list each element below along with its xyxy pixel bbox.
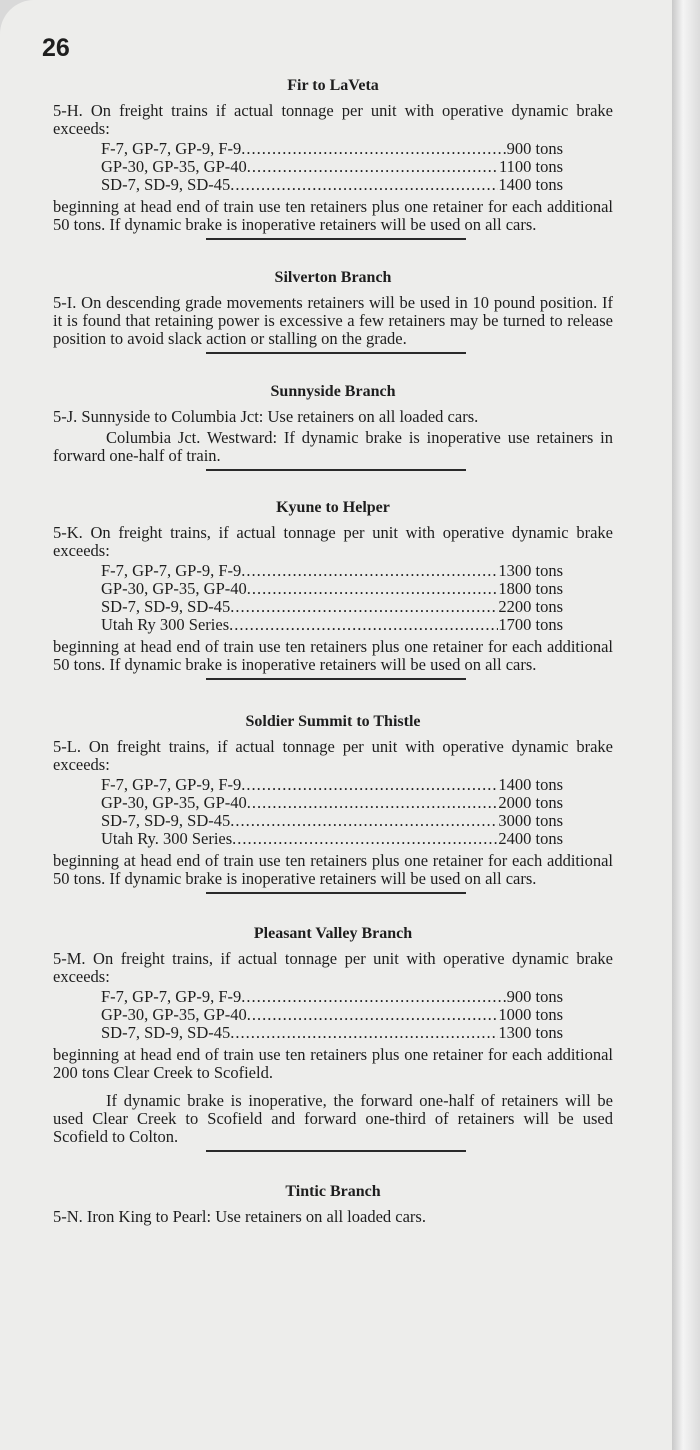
section-tintic-branch <box>53 1182 613 1226</box>
section-silverton-branch <box>53 268 613 354</box>
tonnage-table <box>101 776 563 848</box>
page-content <box>53 76 613 1226</box>
tonnage-row <box>101 776 563 794</box>
tonnage-row <box>101 812 563 830</box>
tonnage-limit: 1700 tons <box>498 615 563 634</box>
tonnage-table <box>101 562 563 634</box>
section-sunnyside-branch <box>53 382 613 471</box>
section-heading: Silverton Branch <box>274 269 392 286</box>
rule-paragraph: beginning at head end of train use ten retainers plus one retainer for each additional 50 tons. If dynamic brake is inoperative retainers will be used on all cars. <box>53 637 613 674</box>
unit-types: F-7, GP-7, GP-9, F-9 <box>101 987 242 1006</box>
tonnage-row <box>101 580 563 598</box>
leader-dots <box>241 140 506 158</box>
tonnage-table <box>101 140 563 194</box>
tonnage-limit: 1100 tons <box>498 157 563 176</box>
section-heading: Tintic Branch <box>285 1183 381 1200</box>
leader-dots <box>241 776 498 794</box>
rule-paragraph: 5-H. On freight trains if actual tonnage per unit with operative dynamic brake exceeds: <box>53 101 613 138</box>
unit-types: SD-7, SD-9, SD-45 <box>101 811 231 830</box>
tonnage-row <box>101 176 563 194</box>
rule-paragraph: 5-I. On descending grade movements retainers will be used in 10 pound position. If it is found that retaining power is excessive a few retainers may be turned to release position to avoid slack action or stalling on the grade. <box>53 293 613 348</box>
unit-types: GP-30, GP-35, GP-40 <box>101 157 247 176</box>
tonnage-limit: 1300 tons <box>498 561 563 580</box>
tonnage-limit: 1400 tons <box>498 775 563 794</box>
unit-types: SD-7, SD-9, SD-45 <box>101 597 231 616</box>
rule-paragraph: beginning at head end of train use ten retainers plus one retainer for each additional 200 tons Clear Creek to Scofield. <box>53 1045 613 1082</box>
tonnage-row <box>101 562 563 580</box>
leader-dots <box>232 830 498 848</box>
tonnage-limit: 900 tons <box>506 139 563 158</box>
unit-types: Utah Ry. 300 Series <box>101 829 233 848</box>
tonnage-row <box>101 830 563 848</box>
unit-types: SD-7, SD-9, SD-45 <box>101 175 231 194</box>
tonnage-row <box>101 158 563 176</box>
tonnage-limit: 2000 tons <box>498 793 563 812</box>
tonnage-limit: 1300 tons <box>498 1023 563 1042</box>
unit-types: F-7, GP-7, GP-9, F-9 <box>101 139 242 158</box>
section-pleasant-valley-branch <box>53 924 613 1152</box>
rule-paragraph: Columbia Jct. Westward: If dynamic brake is inoperative use retainers in forward one-half of train. <box>53 428 613 465</box>
rule-paragraph: 5-J. Sunnyside to Columbia Jct: Use retainers on all loaded cars. <box>53 407 479 426</box>
leader-dots <box>230 598 498 616</box>
section-fir-to-laveta <box>53 76 613 240</box>
leader-dots <box>241 562 498 580</box>
rule-paragraph: beginning at head end of train use ten retainers plus one retainer for each additional 50 tons. If dynamic brake is inoperative retainers will be used on all cars. <box>53 197 613 234</box>
page-number: 26 <box>42 34 70 62</box>
leader-dots <box>229 616 498 634</box>
tonnage-limit: 2400 tons <box>498 829 563 848</box>
leader-dots <box>230 812 498 830</box>
tonnage-row <box>101 1024 563 1042</box>
unit-types: GP-30, GP-35, GP-40 <box>101 1005 247 1024</box>
unit-types: GP-30, GP-35, GP-40 <box>101 793 247 812</box>
leader-dots <box>247 794 499 812</box>
section-heading: Sunnyside Branch <box>270 383 396 400</box>
rule-paragraph: 5-L. On freight trains, if actual tonnage per unit with operative dynamic brake exceeds: <box>53 737 613 774</box>
leader-dots <box>230 176 498 194</box>
section-heading: Pleasant Valley Branch <box>253 925 413 942</box>
tonnage-row <box>101 794 563 812</box>
tonnage-table <box>101 988 563 1042</box>
rule-paragraph: beginning at head end of train use ten retainers plus one retainer for each additional 50 tons. If dynamic brake is inoperative retainers will be used on all cars. <box>53 851 613 888</box>
tonnage-limit: 1800 tons <box>498 579 563 598</box>
tonnage-row <box>101 1006 563 1024</box>
tonnage-row <box>101 988 563 1006</box>
tonnage-limit: 2200 tons <box>498 597 563 616</box>
tonnage-limit: 1400 tons <box>498 175 563 194</box>
tonnage-row <box>101 598 563 616</box>
tonnage-limit: 3000 tons <box>498 811 563 830</box>
tonnage-row <box>101 616 563 634</box>
unit-types: F-7, GP-7, GP-9, F-9 <box>101 775 242 794</box>
leader-dots <box>247 158 499 176</box>
rule-paragraph: 5-K. On freight trains, if actual tonnage per unit with operative dynamic brake exceeds: <box>53 523 613 560</box>
rule-paragraph: 5-M. On freight trains, if actual tonnage per unit with operative dynamic brake exceeds: <box>53 949 613 986</box>
leader-dots <box>247 1006 499 1024</box>
leader-dots <box>241 988 506 1006</box>
rule-paragraph: If dynamic brake is inoperative, the forward one-half of retainers will be used Clear Creek to Scofield and forward one-third of retainers will be used Scofield to Colton. <box>53 1091 613 1146</box>
tonnage-limit: 1000 tons <box>498 1005 563 1024</box>
leader-dots <box>230 1024 498 1042</box>
section-heading: Fir to LaVeta <box>287 77 379 94</box>
section-kyune-to-helper <box>53 498 613 680</box>
unit-types: SD-7, SD-9, SD-45 <box>101 1023 231 1042</box>
section-soldier-summit-to-thistle <box>53 712 613 894</box>
section-heading: Kyune to Helper <box>276 499 390 516</box>
unit-types: GP-30, GP-35, GP-40 <box>101 579 247 598</box>
unit-types: F-7, GP-7, GP-9, F-9 <box>101 561 242 580</box>
section-heading: Soldier Summit to Thistle <box>245 713 421 730</box>
leader-dots <box>247 580 499 598</box>
unit-types: Utah Ry 300 Series <box>101 615 230 634</box>
tonnage-limit: 900 tons <box>506 987 563 1006</box>
rule-paragraph: 5-N. Iron King to Pearl: Use retainers on all loaded cars. <box>53 1207 426 1226</box>
tonnage-row <box>101 140 563 158</box>
book-spine-shadow <box>672 0 700 1450</box>
